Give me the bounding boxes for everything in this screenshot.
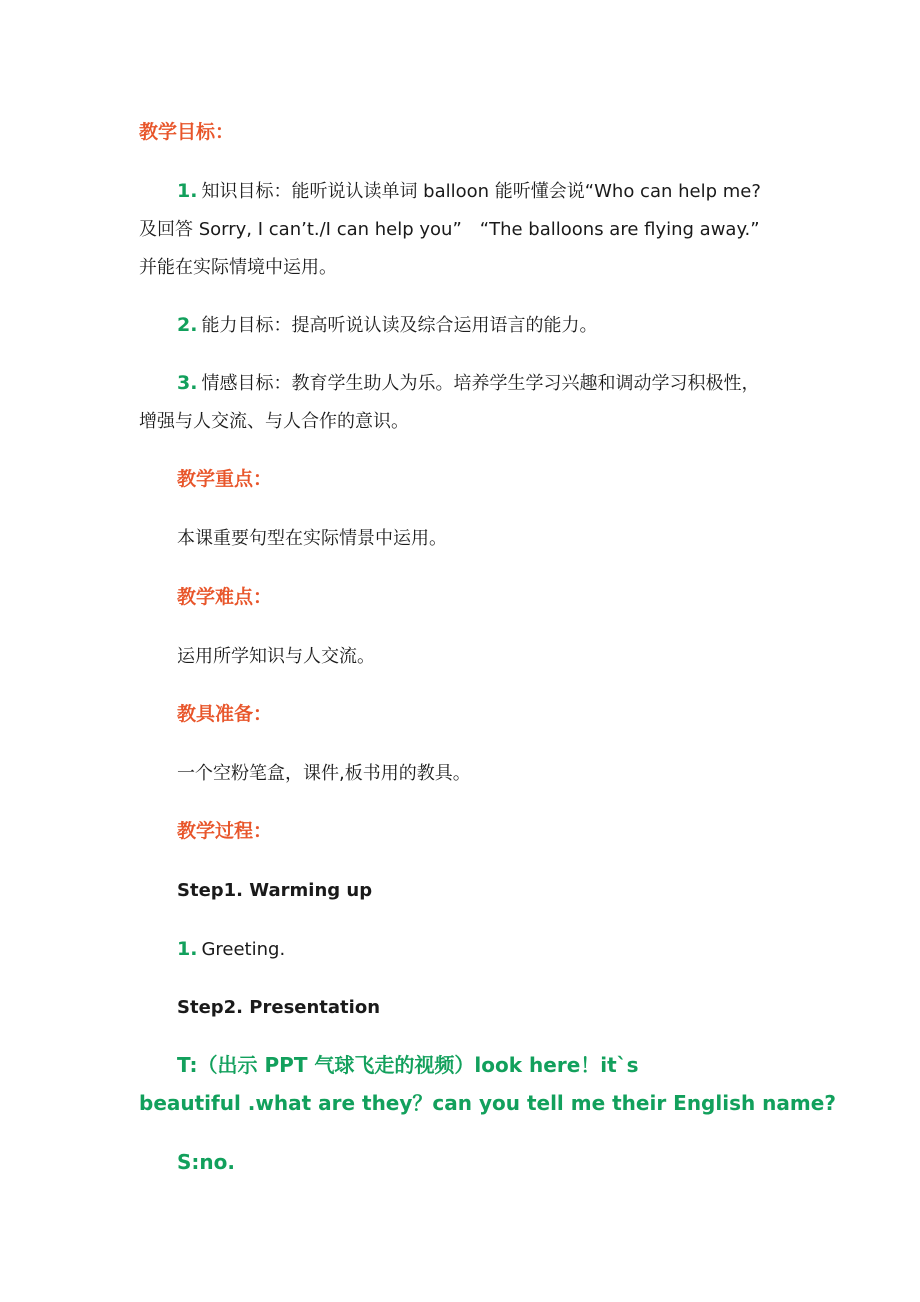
step1-title: Step1. Warming up [177, 880, 373, 901]
step1-item-1 [177, 937, 285, 962]
key-points-text: 本课重要句型在实际情景中运用。 [177, 528, 447, 549]
step1-item-text: Greeting. [201, 939, 286, 960]
objectives-heading: 教学目标： [139, 121, 235, 143]
objective-item-1-line-2: 及回答 Sorry, I can’t./I can help you” “The balloons are flying away.” [139, 219, 760, 240]
preparation-heading: 教具准备： [177, 703, 273, 725]
step2-title: Step2. Presentation [177, 997, 381, 1018]
key-points-heading: 教学重点： [177, 468, 273, 490]
objective-item-1 [177, 179, 761, 204]
objective-item-3-line-2: 增强与人交流、与人合作的意识。 [139, 411, 409, 432]
teacher-dialogue-line-2: beautiful .what are they？can you tell me their English name? [139, 1091, 836, 1115]
objective-item-1-line-3: 并能在实际情境中运用。 [139, 257, 337, 278]
teacher-dialogue-line-1: T:（出示 PPT 气球飞走的视频）look here！it`s [177, 1053, 639, 1077]
item-number: 1. [177, 180, 198, 202]
preparation-text: 一个空粉笔盒，课件,板书用的教具。 [177, 763, 471, 784]
item-number: 1. [177, 938, 198, 960]
objective-item-3 [177, 371, 759, 396]
item-number: 3. [177, 372, 198, 394]
item-number: 2. [177, 314, 198, 336]
objective-item-2 [177, 313, 597, 338]
objective-text: 能力目标：提高听说认读及综合运用语言的能力。 [201, 315, 598, 336]
process-heading: 教学过程： [177, 820, 273, 842]
objective-text: 情感目标：教育学生助人为乐。培养学生学习兴趣和调动学习积极性， [201, 373, 760, 394]
student-dialogue-line: S:no. [177, 1150, 235, 1174]
difficulties-heading: 教学难点： [177, 586, 273, 608]
objective-text: 知识目标：能听说认读单词 balloon 能听懂会说“Who can help me? [201, 181, 761, 202]
difficulties-text: 运用所学知识与人交流。 [177, 646, 375, 667]
